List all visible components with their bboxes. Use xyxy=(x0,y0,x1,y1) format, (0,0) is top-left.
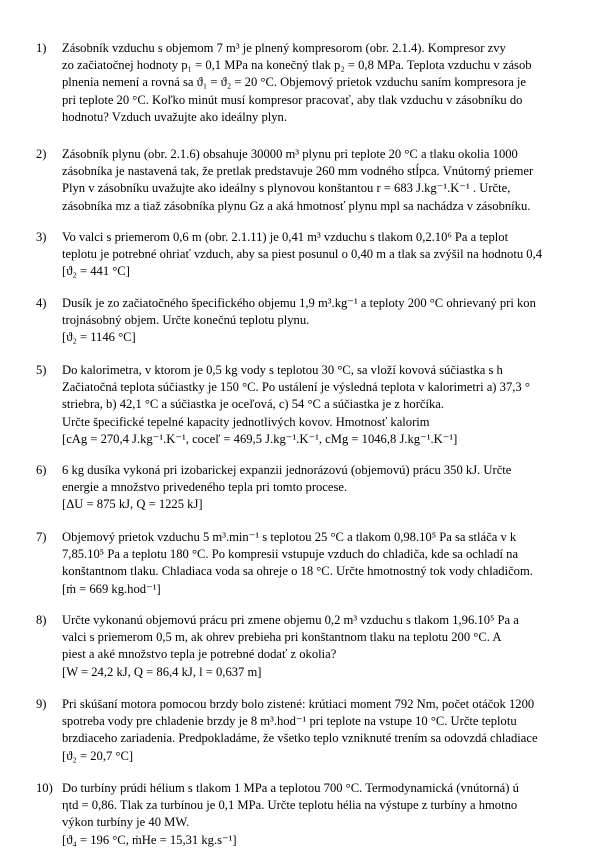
problem-text xyxy=(62,40,603,126)
text-line: Plyn v zásobníku uvažujte ako ideálny s plynovou konštantou r = 683 J.kg⁻¹.K⁻¹ . Určte, xyxy=(62,181,511,196)
text-line: Do turbíny prúdi hélium s tlakom 1 MPa a teplotou 700 °C. Termodynamická (vnútorná) ú xyxy=(62,781,519,795)
text-line: [ϑ₄ = 196 °C, ṁHe = 15,31 kg.s⁻¹] xyxy=(62,832,237,847)
text-line: zásobníka je nastavená tak, že pretlak predstavuje 260 mm vodného stĺpca. Vnútorný priemer xyxy=(62,164,534,179)
text-line: hodnotu? Vzduch uvažujte ako ideálny plyn. xyxy=(62,109,287,124)
text-line: [ϑ₂ = 441 °C] xyxy=(62,264,130,279)
problem-number: 1) xyxy=(36,41,47,55)
text-line: teplotu je potrebné ohriať vzduch, aby sa piest posunul o 0,40 m a tlak sa zvýšil na hodnotu 0,4 xyxy=(62,247,543,262)
problem-text xyxy=(62,295,603,347)
text-line: [ϑ₂ = 1146 °C] xyxy=(62,330,136,345)
problem-text xyxy=(62,362,603,448)
text-line: Do kalorimetra, v ktorom je 0,5 kg vody s teplotou 30 °C, sa vloží kovová súčiastka s h xyxy=(62,363,503,377)
text-line: konštantnom tlaku. Chladiaca voda sa ohreje o 18 °C. Určte hmotnostný tok vody chladičom. xyxy=(62,564,533,579)
text-line: [ϑ₂ = 20,7 °C] xyxy=(62,748,134,763)
problem-number: 8) xyxy=(36,613,47,627)
text-line: energie a množstvo privedeného tepla pri tomto procese. xyxy=(62,480,348,495)
text-line: striebra, b) 42,1 °C a súčiastka je oceľová, c) 54 °C a súčiastka je z horčíka. xyxy=(62,397,445,412)
text-line: Určte vykonanú objemovú prácu pri zmene objemu 0,2 m³ vzduchu s tlakom 1,96.10⁵ Pa a xyxy=(62,613,519,627)
text-line: Zásobník vzduchu s objemom 7 m³ je plnený kompresorom (obr. 2.1.4). Kompresor zvy xyxy=(62,41,506,55)
problem-number: 7) xyxy=(36,530,47,544)
text-line: [W = 24,2 kJ, Q = 86,4 kJ, l = 0,637 m] xyxy=(62,664,262,679)
text-line: pri teplote 20 °C. Koľko minút musí kompresor pracovať, aby tlak vzduchu v zásobníku do xyxy=(62,92,523,107)
text-line: valci s priemerom 0,5 m, ak ohrev prebieha pri konštantnom tlaku na teplotu 200 °C. A xyxy=(62,630,502,645)
problem-text xyxy=(62,146,603,215)
text-line: Určte špecifické tepelné kapacity jednotlivých kovov. Hmotnosť kalorim xyxy=(62,414,430,429)
text-line: Dusík je zo začiatočného špecifického objemu 1,9 m³.kg⁻¹ a teploty 200 °C ohrievaný pri kon xyxy=(62,296,536,310)
problem-text xyxy=(62,462,603,514)
problem-number: 5) xyxy=(36,363,47,377)
text-line: Začiatočná teplota súčiastky je 150 °C. Po ustálení je výsledná teplota v kalorimetri a) 37,3 ° xyxy=(62,380,530,395)
problem-number: 6) xyxy=(36,463,47,477)
problem-number: 9) xyxy=(36,697,47,711)
text-line: Vo valci s priemerom 0,6 m (obr. 2.1.11) je 0,41 m³ vzduchu s tlakom 0,2.10⁶ Pa a teplot xyxy=(62,230,509,244)
text-line: [ṁ = 669 kg.hod⁻¹] xyxy=(62,581,161,596)
text-line: zo začiatočnej hodnoty p₁ = 0,1 MPa na konečný tlak p₂ = 0,8 MPa. Teplota vzduchu v zásob xyxy=(62,58,532,73)
text-line: spotreba vody pre chladenie brzdy je 8 m³.hod⁻¹ pri teplote na vstupe 10 °C. Určte teplotu xyxy=(62,714,517,729)
text-line: brzdiaceho zariadenia. Predpokladáme, že všetko teplo vzniknuté trením sa odovzdá chladiace xyxy=(62,731,538,746)
problem-text xyxy=(62,780,603,849)
problem-number: 2) xyxy=(36,147,47,161)
problem-number: 10) xyxy=(36,781,53,795)
problem-number: 3) xyxy=(36,230,47,244)
text-line: Zásobník plynu (obr. 2.1.6) obsahuje 30000 m³ plynu pri teplote 20 °C a tlaku okolia 1000 xyxy=(62,147,518,161)
text-line: Pri skúšaní motora pomocou brzdy bolo zistené: krútiaci moment 792 Nm, počet otáčok 1200 xyxy=(62,697,535,711)
text-line: Objemový prietok vzduchu 5 m³.min⁻¹ s teplotou 25 °C a tlakom 0,98.10⁵ Pa sa stláča v k xyxy=(62,530,517,544)
problem-text xyxy=(62,229,603,281)
text-line: ηtd = 0,86. Tlak za turbínou je 0,1 MPa. Určte teplotu hélia na výstupe z turbíny a hmotno xyxy=(62,798,518,813)
text-line: trojnásobný objem. Určte konečnú teplotu plynu. xyxy=(62,313,310,328)
problem-text xyxy=(62,696,603,765)
text-line: [cAg = 270,4 J.kg⁻¹.K⁻¹, coceľ = 469,5 J.kg⁻¹.K⁻¹, cMg = 1046,8 J.kg⁻¹.K⁻¹] xyxy=(62,431,458,446)
text-line: plnenia nemení a rovná sa ϑ₁ = ϑ₂ = 20 °C. Objemový prietok vzduchu saním kompresora je xyxy=(62,75,527,90)
text-line: 6 kg dusíka vykoná pri izobarickej expanzii jednorázovú (objemovú) prácu 350 kJ. Určte xyxy=(62,463,512,477)
text-line: výkon turbíny je 40 MW. xyxy=(62,815,190,830)
text-line: piest a aké množstvo tepla je potrebné dodať z okolia? xyxy=(62,647,337,662)
text-line: 7,85.10⁵ Pa a teplotu 180 °C. Po kompresii vstupuje vzduch do chladiča, kde sa ochladí na xyxy=(62,547,519,562)
problem-number: 4) xyxy=(36,296,47,310)
problem-text xyxy=(62,529,603,598)
text-line: zásobníka mz a tiaž zásobníka plynu Gz a aká hmotnosť plynu mpl sa nachádza v zásobníku. xyxy=(62,198,531,213)
problem-text xyxy=(62,612,603,681)
text-line: [ΔU = 875 kJ, Q = 1225 kJ] xyxy=(62,497,203,512)
